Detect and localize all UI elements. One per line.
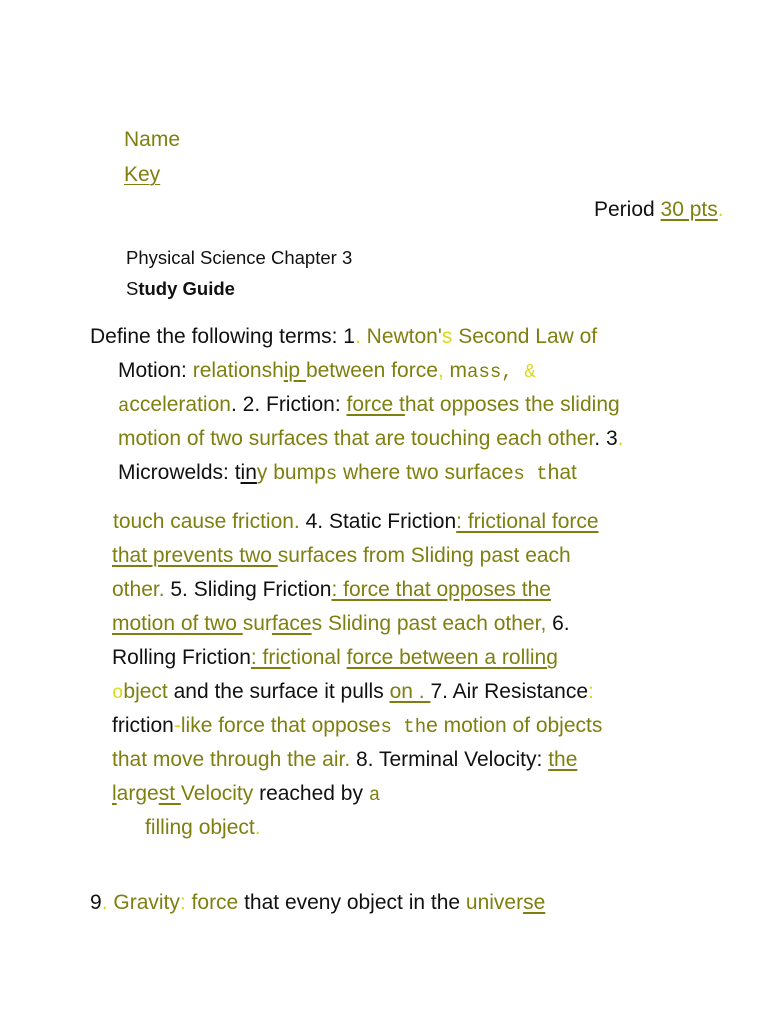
definition-line-8: motion of two surfaces Sliding past each other, 6.: [112, 612, 570, 635]
name-value: Key: [124, 163, 161, 186]
definition-line-6: that prevents two surfaces from Sliding past each: [112, 544, 571, 567]
definition-line-5: touch cause friction. 4. Static Friction: frictional force: [113, 510, 599, 533]
chapter-title: Physical Science Chapter 3: [126, 247, 353, 268]
definition-line-13: largest Velocity reached by a: [112, 782, 381, 806]
points-value: 30 pts: [660, 198, 718, 221]
period-label: Period: [594, 198, 655, 221]
definition-line-1: Motion: relationship between force, mass, &: [118, 359, 536, 383]
definition-line-14: filling object.: [145, 816, 261, 839]
definition-line-10: object and the surface it pulls on . 7. Air Resistance:: [112, 680, 594, 704]
period-field: Period 30 pts.: [594, 198, 724, 221]
study-guide-title: Study Guide: [126, 278, 235, 299]
name-label: Name: [124, 128, 181, 151]
definition-line-2: acceleration. 2. Friction: force that opposes the sliding: [118, 393, 620, 417]
definition-line-4: Microwelds: tiny bumps where two surfaces that: [118, 461, 577, 485]
definitions-prompt: Define the following terms:: [90, 325, 338, 348]
definition-line-3: motion of two surfaces that are touching each other. 3.: [118, 427, 624, 450]
definition-line-9: Rolling Friction: frictional force between a rolling: [112, 646, 558, 669]
definition-line-7: other. 5. Sliding Friction: force that opposes the: [112, 578, 551, 601]
definition-line-15: 9. Gravity: force that eveny object in the universe: [90, 891, 546, 914]
definition-line-11: friction-like force that opposes the motion of objects: [112, 714, 603, 738]
definitions-prompt-line: Define the following terms: 1. Newton's Second Law of: [90, 325, 598, 348]
definition-line-12: that move through the air. 8. Terminal Velocity: the: [112, 748, 578, 771]
